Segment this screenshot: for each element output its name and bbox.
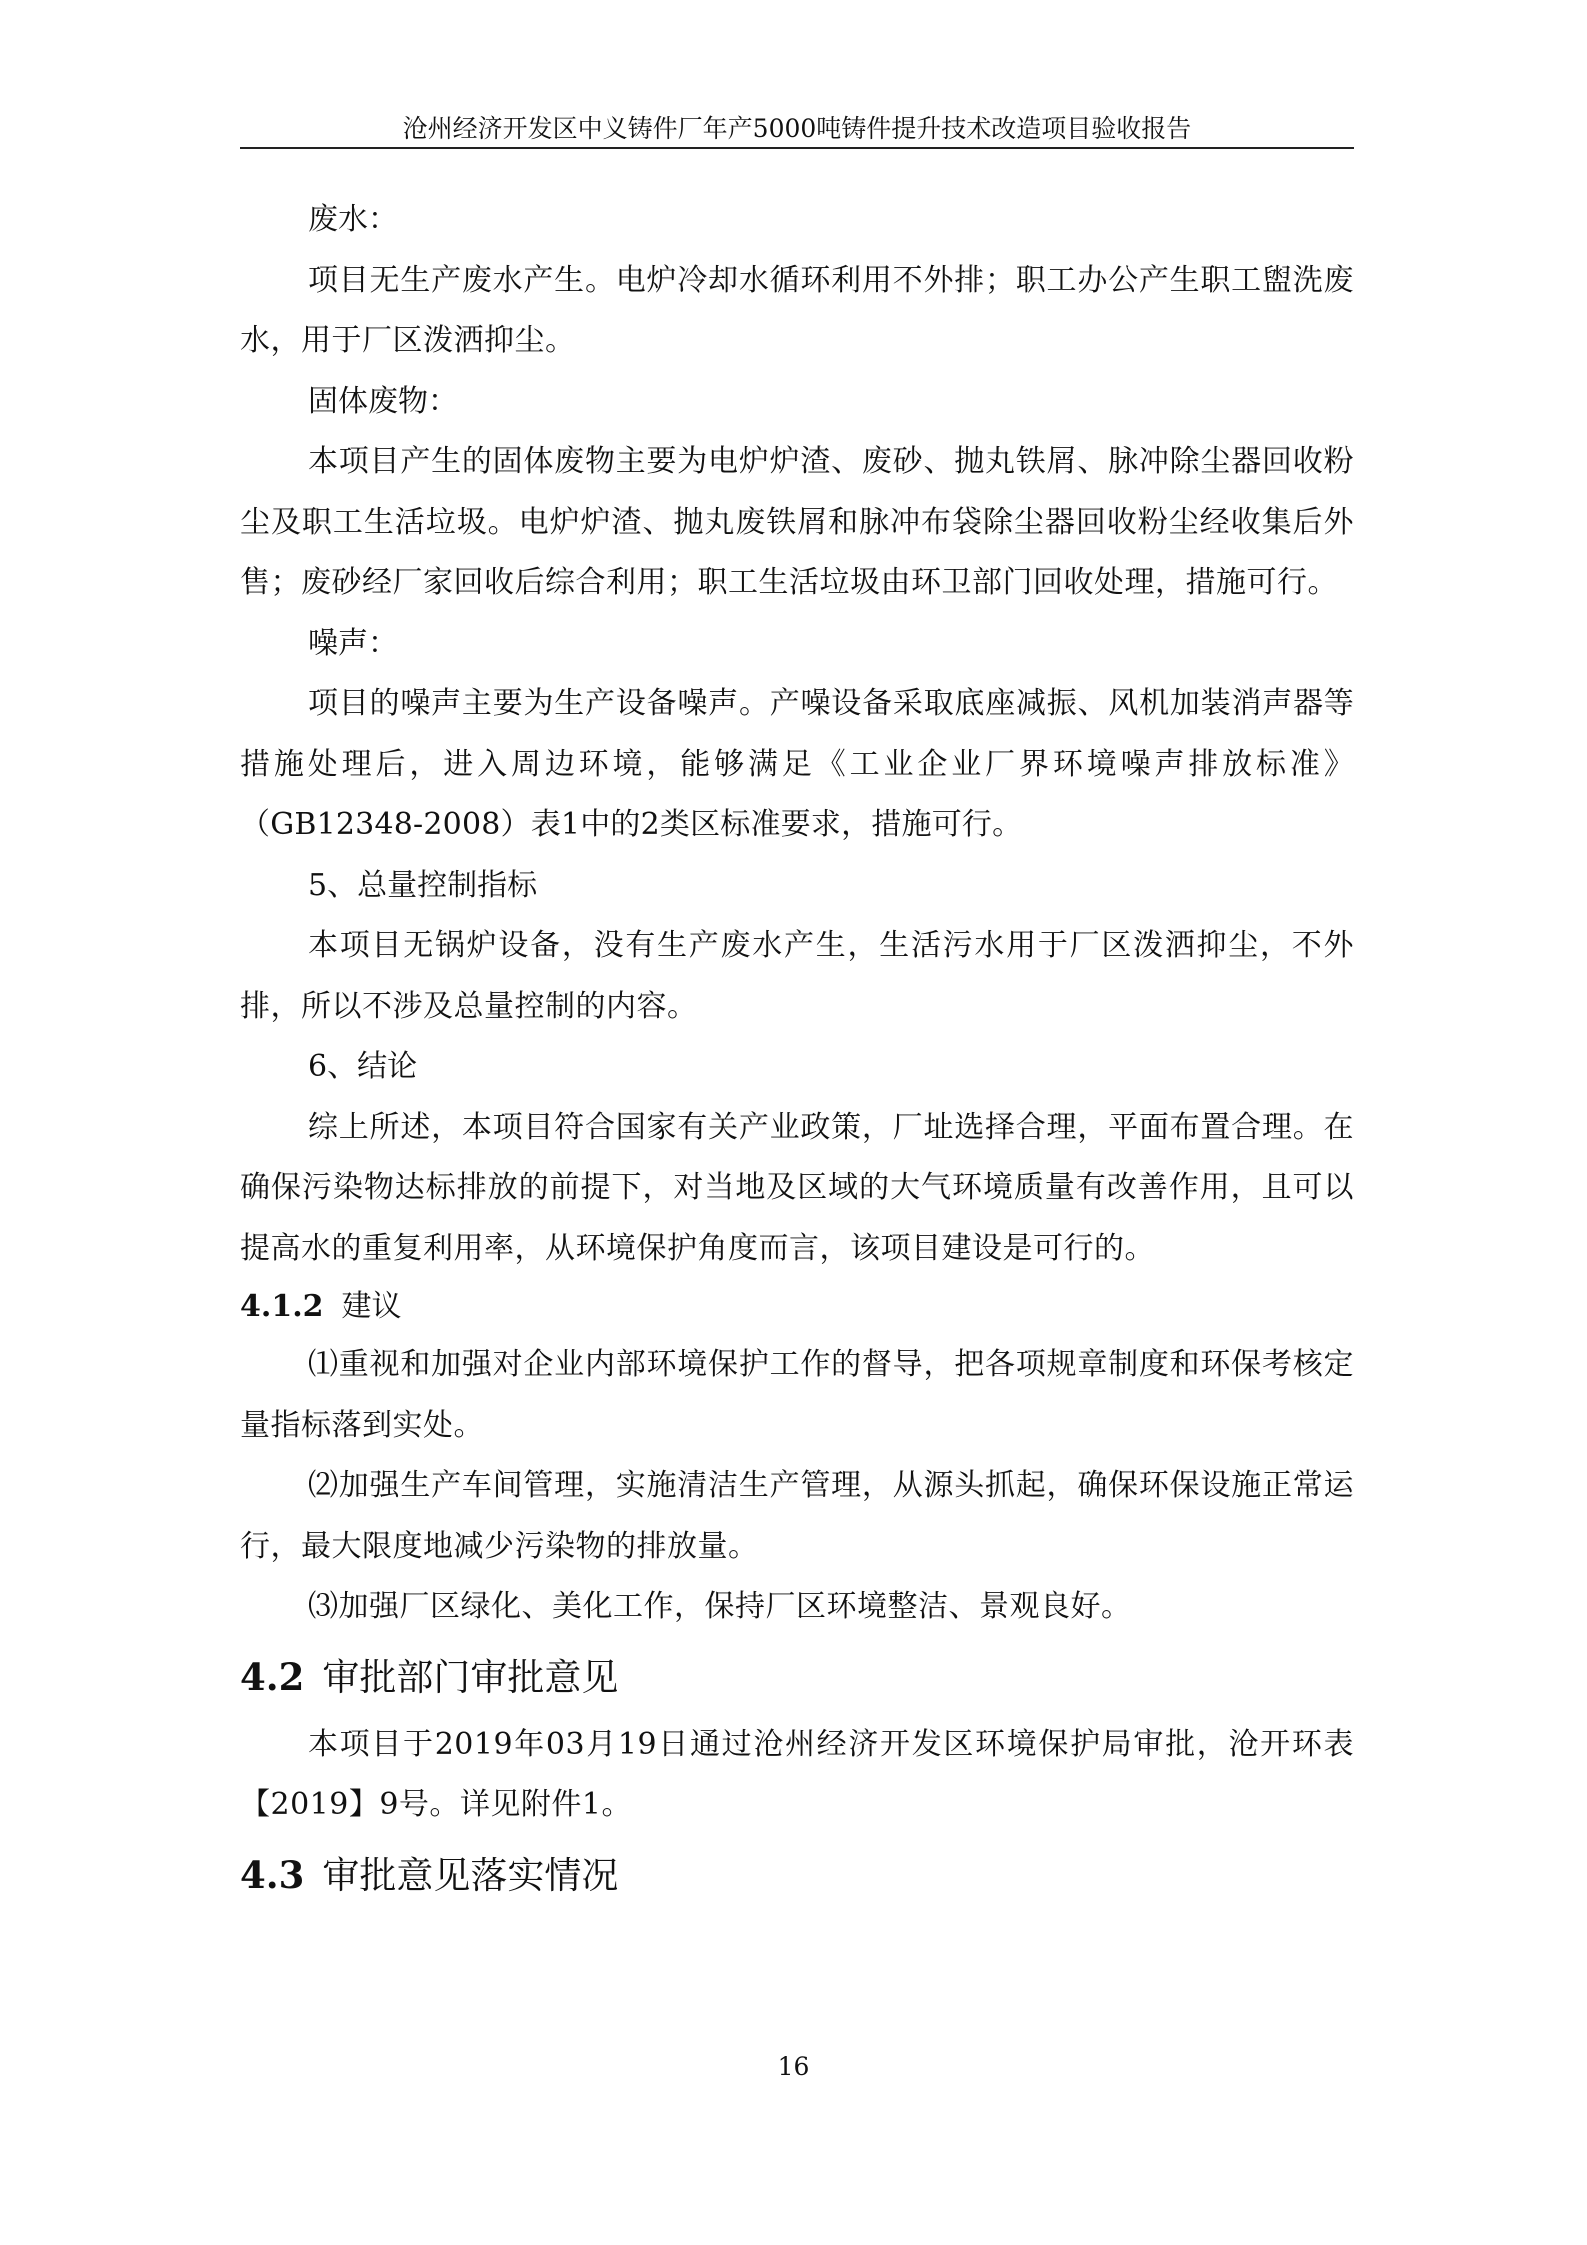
heading-title: 建议 [341,1289,402,1324]
suggestion-1: ⑴重视和加强对企业内部环境保护工作的督导，把各项规章制度和环保考核定量指标落到实处。 [240,1347,1354,1443]
running-header: 沧州经济开发区中义铸件厂年产5000吨铸件提升技术改造项目验收报告 [402,114,1192,143]
solid-waste-paragraph: 本项目产生的固体废物主要为电炉炉渣、废砂、抛丸铁屑、脉冲除尘器回收粉尘及职工生活垃圾。电炉炉渣、抛丸废铁屑和脉冲布袋除尘器回收粉尘经收集后外售；废砂经厂家回收后综合利用；职工生活垃圾由环卫部门回收处理，措施可行。 [240,444,1354,600]
suggestion-2: ⑵加强生产车间管理，实施清洁生产管理，从源头抓起，确保环保设施正常运行，最大限度地减少污染物的排放量。 [240,1468,1354,1564]
heading-number: 4.1.2 [240,1289,324,1324]
conclusion-label: 6、结论 [308,1049,418,1084]
conclusion-paragraph: 综上所述，本项目符合国家有关产业政策，厂址选择合理，平面布置合理。在确保污染物达标排放的前提下，对当地及区域的大气环境质量有改善作用，且可以提高水的重复利用率，从环境保护角度而言，该项目建设是可行的。 [240,1109,1354,1266]
noise-label: 噪声： [308,625,398,661]
solid-waste-label: 固体废物： [308,383,458,419]
suggestion-3: ⑶加强厂区绿化、美化工作，保持厂区环境整洁、景观良好。 [308,1589,1132,1624]
page-body [240,190,1354,1913]
header-rule [240,147,1354,149]
approval-paragraph: 本项目于2019年03月19日通过沧州经济开发区环境保护局审批，沧开环表【2019】9号。详见附件1。 [240,1726,1354,1822]
page-number: 16 [777,2052,810,2081]
wastewater-paragraph: 项目无生产废水产生。电炉冷却水循环利用不外排；职工办公产生职工盥洗废水，用于厂区泼洒抑尘。 [240,262,1354,358]
heading-title: 审批意见落实情况 [322,1853,619,1897]
heading-number: 4.3 [240,1852,305,1897]
noise-paragraph: 项目的噪声主要为生产设备噪声。产噪设备采取底座减振、风机加装消声器等措施处理后，进入周边环境，能够满足《工业企业厂界环境噪声排放标准》（GB12348-2008）表1中的2类区标准要求，措施可行。 [240,686,1354,842]
total-control-label: 5、总量控制指标 [308,867,538,903]
heading-4-3 [240,1850,1354,1901]
heading-title: 审批部门审批意见 [322,1655,619,1699]
heading-number: 4.2 [240,1654,305,1699]
total-control-paragraph: 本项目无锅炉设备，没有生产废水产生，生活污水用于厂区泼洒抑尘，不外排，所以不涉及总量控制的内容。 [240,928,1354,1024]
wastewater-label: 废水： [308,202,398,237]
heading-4-2 [240,1652,1354,1703]
heading-4-1-2 [240,1287,1354,1327]
